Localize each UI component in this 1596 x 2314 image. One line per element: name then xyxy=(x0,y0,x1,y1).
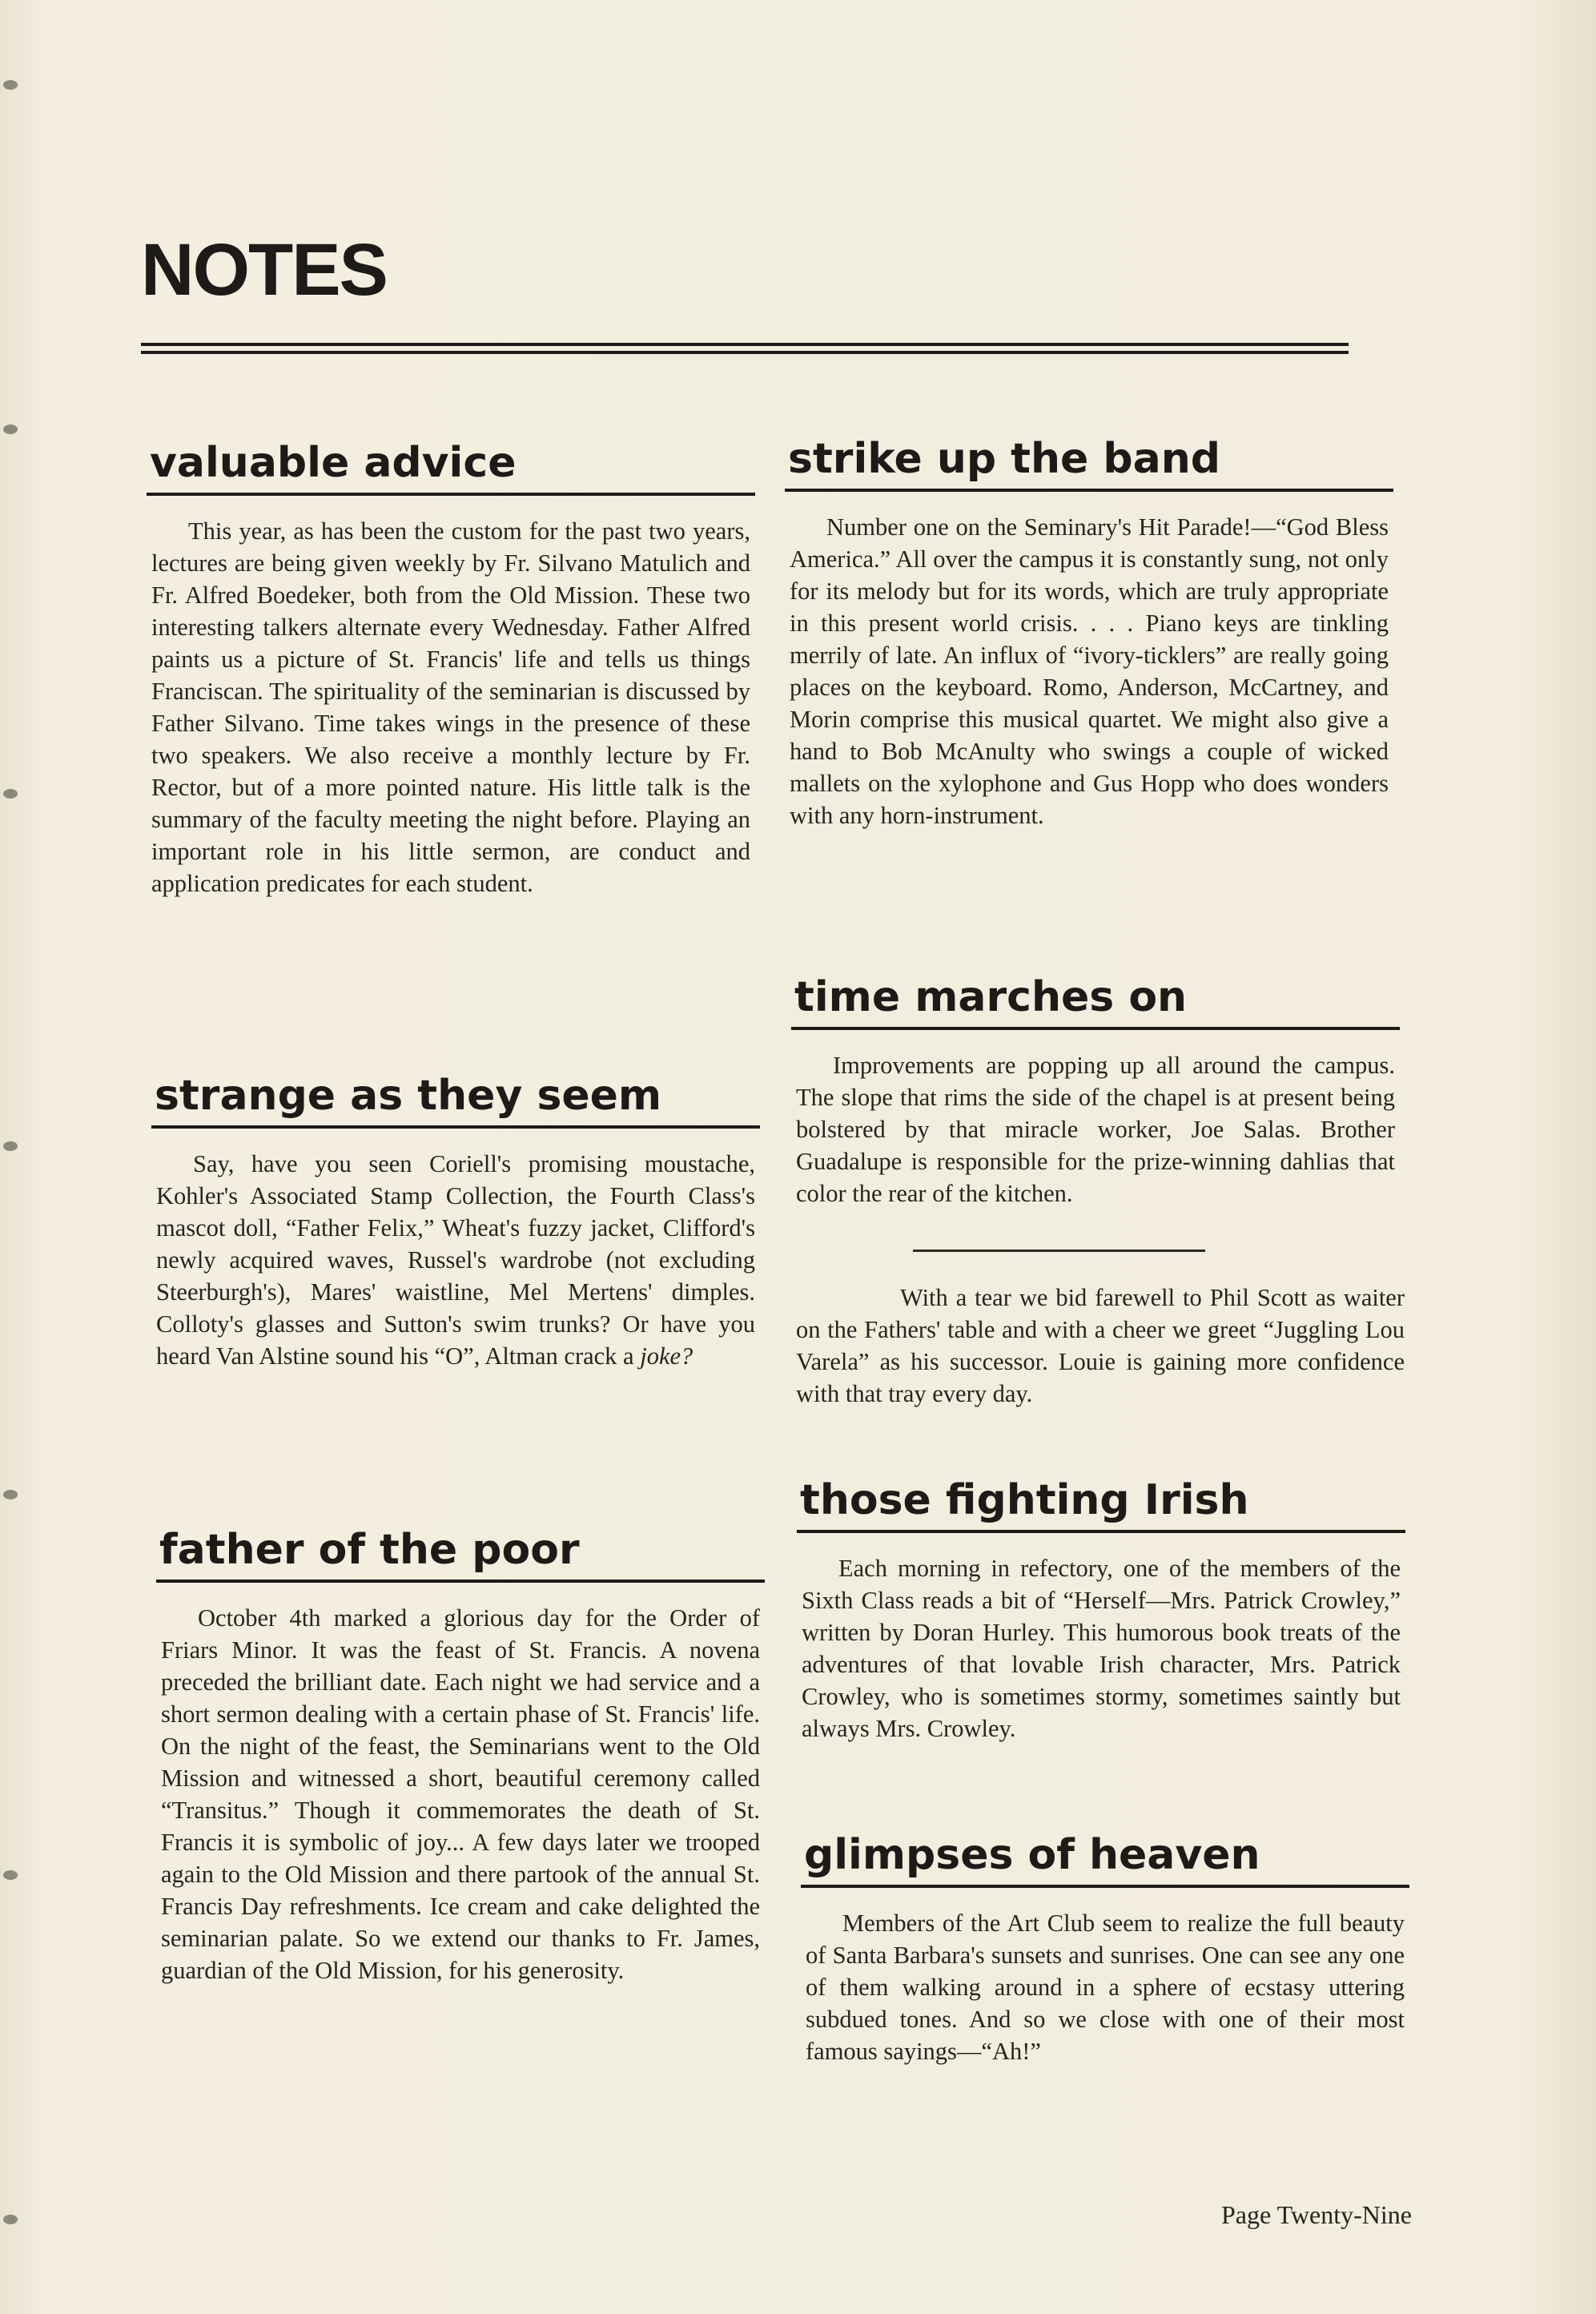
punch-hole xyxy=(3,1490,18,1499)
section-body: Improvements are popping up all around the campus. The slope that rims the side of the chapel is at present being bolstered by that miracle worker, Joe Salas. Brother Guadalupe is responsible for the prize-winning dahlias that color the rear of the kitchen. xyxy=(796,1052,1395,1207)
section-body-text: Say, have you seen Coriell's promising moustache, Kohler's Associated Stamp Collection, the Fourth Class's mascot doll, “Father Felix,” Wheat's fuzzy jacket, Clifford's newly acquired waves, Russel's wardrobe (not excluding Steerburgh's), Mares' waistline, Mel Mertens' dimples. Colloty's glasses and Sutton's swim trunks? Or have you heard Van Alstine sound his “O”, Altman crack a xyxy=(156,1150,755,1370)
section-body: Number one on the Seminary's Hit Parade!—“God Bless America.” All over the campus it is constantly sung, not only for its melody but for its words, which are truly appropriate in this present world crisis. . . . Piano keys are tinkling merrily of late. An influx of “ivory-ticklers” are really going places on the keyboard. Romo, Anderson, McCartney, and Morin comprise this musical quartet. We might also give a hand to Bob McAnulty who swings a couple of wicked mallets on the xylophone and Gus Hopp who does wonders with any horn-instrument. xyxy=(790,513,1389,829)
section-heading: valuable advice xyxy=(147,437,755,496)
punch-hole xyxy=(3,425,18,434)
section-body: Members of the Art Club seem to realize the full beauty of Santa Barbara's sunsets and sunrises. One can see any one of them walking around in a sphere of ecstasy uttering subdued tones. And so we close with one of their most famous sayings—“Ah!” xyxy=(806,1910,1405,2065)
section-strike-up-the-band xyxy=(785,433,1393,831)
section-those-fighting-irish xyxy=(797,1474,1405,1745)
section-time-marches-on xyxy=(791,971,1400,1209)
section-glimpses-of-heaven xyxy=(801,1829,1409,2067)
punch-hole xyxy=(3,1141,18,1151)
section-body: October 4th marked a glorious day for the Order of Friars Minor. It was the feast of St. Francis. A novena preceded the brilliant date. Each night we had service and a short sermon dealing with a certain phase of St. Francis' life. On the night of the feast, the Seminarians went to the Old Mission and witnessed a short, beautiful ceremony called “Transitus.” Though it commemorates the death of St. Francis it is symbolic of joy... A few days later we trooped again to the Old Mission and there partook of the annual St. Francis Day refreshments. Ice cream and cake delighted the seminarian palate. So we extend our thanks to Fr. James, guardian of the Old Mission, for his generosity. xyxy=(161,1604,760,1984)
title-rule xyxy=(141,343,1349,346)
section-father-of-the-poor xyxy=(156,1523,765,1986)
section-body: This year, as has been the custom for the past two years, lectures are being given weekly by Fr. Silvano Matulich and Fr. Alfred Boedeker, both from the Old Mission. These two interesting talkers alternate every Wednesday. Father Alfred paints us a picture of St. Francis' life and tells us things Franciscan. The spirituality of the seminarian is discussed by Father Silvano. Time takes wings in the presence of these two speakers. We also receive a monthly lecture by Fr. Rector, but of a more pointed nature. His little talk is the summary of the faculty meeting the night before. Playing an important role in his little sermon, are conduct and application predicates for each student. xyxy=(151,517,750,897)
section-body-continued: With a tear we bid farewell to Phil Scott as waiter on the Fathers' table and with a cheer we greet “Juggling Lou Varela” as his successor. Louie is gaining more confidence with that tray every day. xyxy=(796,1284,1405,1407)
section-heading: glimpses of heaven xyxy=(801,1829,1409,1888)
section-heading: those fighting Irish xyxy=(797,1474,1405,1533)
section-heading: strange as they seem xyxy=(151,1069,760,1129)
section-body-emphasis: joke? xyxy=(640,1342,693,1370)
punch-hole xyxy=(3,789,18,799)
punch-hole xyxy=(3,1870,18,1880)
section-heading: strike up the band xyxy=(785,433,1393,492)
title-rule xyxy=(141,351,1349,354)
section-body: Each morning in refectory, one of the members of the Sixth Class reads a bit of “Herself—Mrs. Patrick Crowley,” written by Doran Hurley. This humorous book treats of the adventures of that lovable Irish character, Mrs. Patrick Crowley, who is sometimes stormy, sometimes saintly but always Mrs. Crowley. xyxy=(802,1555,1401,1742)
section-strange-as-they-seem xyxy=(151,1069,760,1372)
section-body xyxy=(151,1148,760,1372)
punch-hole xyxy=(3,80,18,90)
page-number: Page Twenty-Nine xyxy=(1221,2200,1412,2229)
punch-hole xyxy=(3,2215,18,2224)
section-heading: father of the poor xyxy=(156,1523,765,1583)
page-title: NOTES xyxy=(141,229,387,311)
section-divider xyxy=(913,1250,1205,1252)
section-valuable-advice xyxy=(147,437,755,899)
section-heading: time marches on xyxy=(791,971,1400,1030)
